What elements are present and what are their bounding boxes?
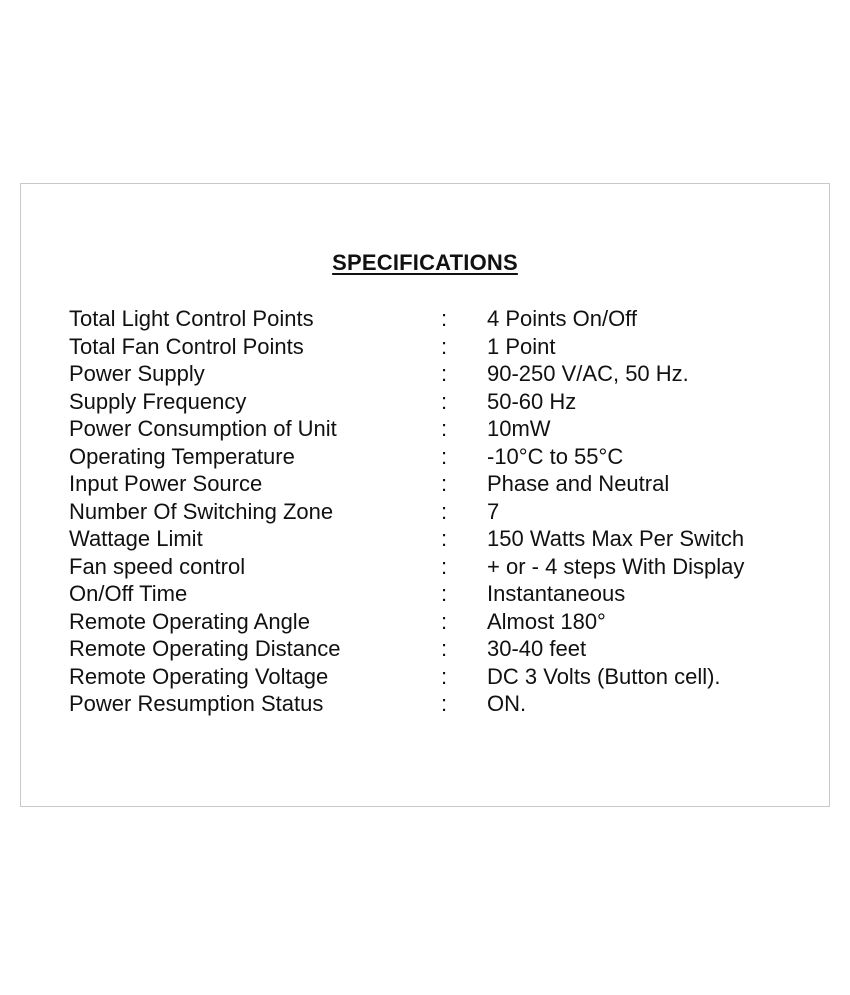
spec-value: -10°C to 55°C [487, 443, 624, 469]
spec-value: 7 [487, 498, 500, 524]
spec-separator: : [441, 471, 448, 496]
spec-label: Total Fan Control Points [69, 333, 304, 359]
spec-label: Total Light Control Points [69, 306, 314, 331]
spec-value: DC 3 Volts (Button cell). [487, 663, 721, 689]
spec-row [69, 443, 809, 471]
spec-separator: : [441, 663, 448, 689]
spec-value: 4 Points On/Off [487, 306, 638, 331]
spec-row [69, 608, 809, 636]
specifications-list [69, 305, 809, 718]
spec-label: Number Of Switching Zone [69, 498, 334, 524]
spec-separator: : [441, 498, 448, 524]
spec-label: Supply Frequency [69, 388, 247, 414]
spec-label: Operating Temperature [69, 443, 295, 469]
spec-separator: : [441, 581, 448, 606]
spec-label: Power Consumption of Unit [69, 416, 337, 441]
spec-label: Power Supply [69, 361, 205, 386]
spec-value: ON. [487, 691, 527, 716]
spec-separator: : [441, 333, 448, 359]
spec-separator: : [441, 608, 448, 634]
spec-separator: : [441, 361, 448, 386]
spec-label: Remote Operating Distance [69, 636, 341, 661]
spec-row [69, 333, 809, 361]
spec-row [69, 388, 809, 416]
spec-row [69, 470, 809, 498]
spec-separator: : [441, 553, 448, 579]
spec-value: 10mW [487, 416, 551, 441]
spec-value: 30-40 feet [487, 636, 587, 661]
spec-label: Wattage Limit [69, 526, 203, 551]
spec-value: 50-60 Hz [487, 388, 577, 414]
spec-separator: : [441, 306, 448, 331]
spec-separator: : [441, 388, 448, 414]
spec-label: On/Off Time [69, 581, 188, 606]
spec-value: Almost 180° [487, 608, 606, 634]
spec-value: Instantaneous [487, 581, 626, 606]
spec-label: Remote Operating Angle [69, 608, 310, 634]
spec-separator: : [441, 636, 448, 661]
spec-value: + or - 4 steps With Display [487, 553, 745, 579]
spec-value: 1 Point [487, 333, 556, 359]
spec-row [69, 690, 809, 718]
spec-value: Phase and Neutral [487, 471, 670, 496]
spec-row [69, 415, 809, 443]
spec-separator: : [441, 526, 448, 551]
spec-row [69, 580, 809, 608]
spec-row [69, 525, 809, 553]
spec-label: Input Power Source [69, 471, 263, 496]
spec-value: 150 Watts Max Per Switch [487, 526, 745, 551]
spec-row [69, 553, 809, 581]
spec-value: 90-250 V/AC, 50 Hz. [487, 361, 689, 386]
spec-row [69, 360, 809, 388]
specifications-title: SPECIFICATIONS [332, 250, 518, 275]
spec-label: Power Resumption Status [69, 691, 324, 716]
spec-row [69, 305, 809, 333]
spec-separator: : [441, 416, 448, 441]
spec-separator: : [441, 691, 448, 716]
specifications-card [20, 183, 830, 807]
spec-separator: : [441, 443, 448, 469]
spec-label: Fan speed control [69, 553, 246, 579]
spec-label: Remote Operating Voltage [69, 663, 329, 689]
spec-row [69, 663, 809, 691]
spec-row [69, 498, 809, 526]
spec-row [69, 635, 809, 663]
